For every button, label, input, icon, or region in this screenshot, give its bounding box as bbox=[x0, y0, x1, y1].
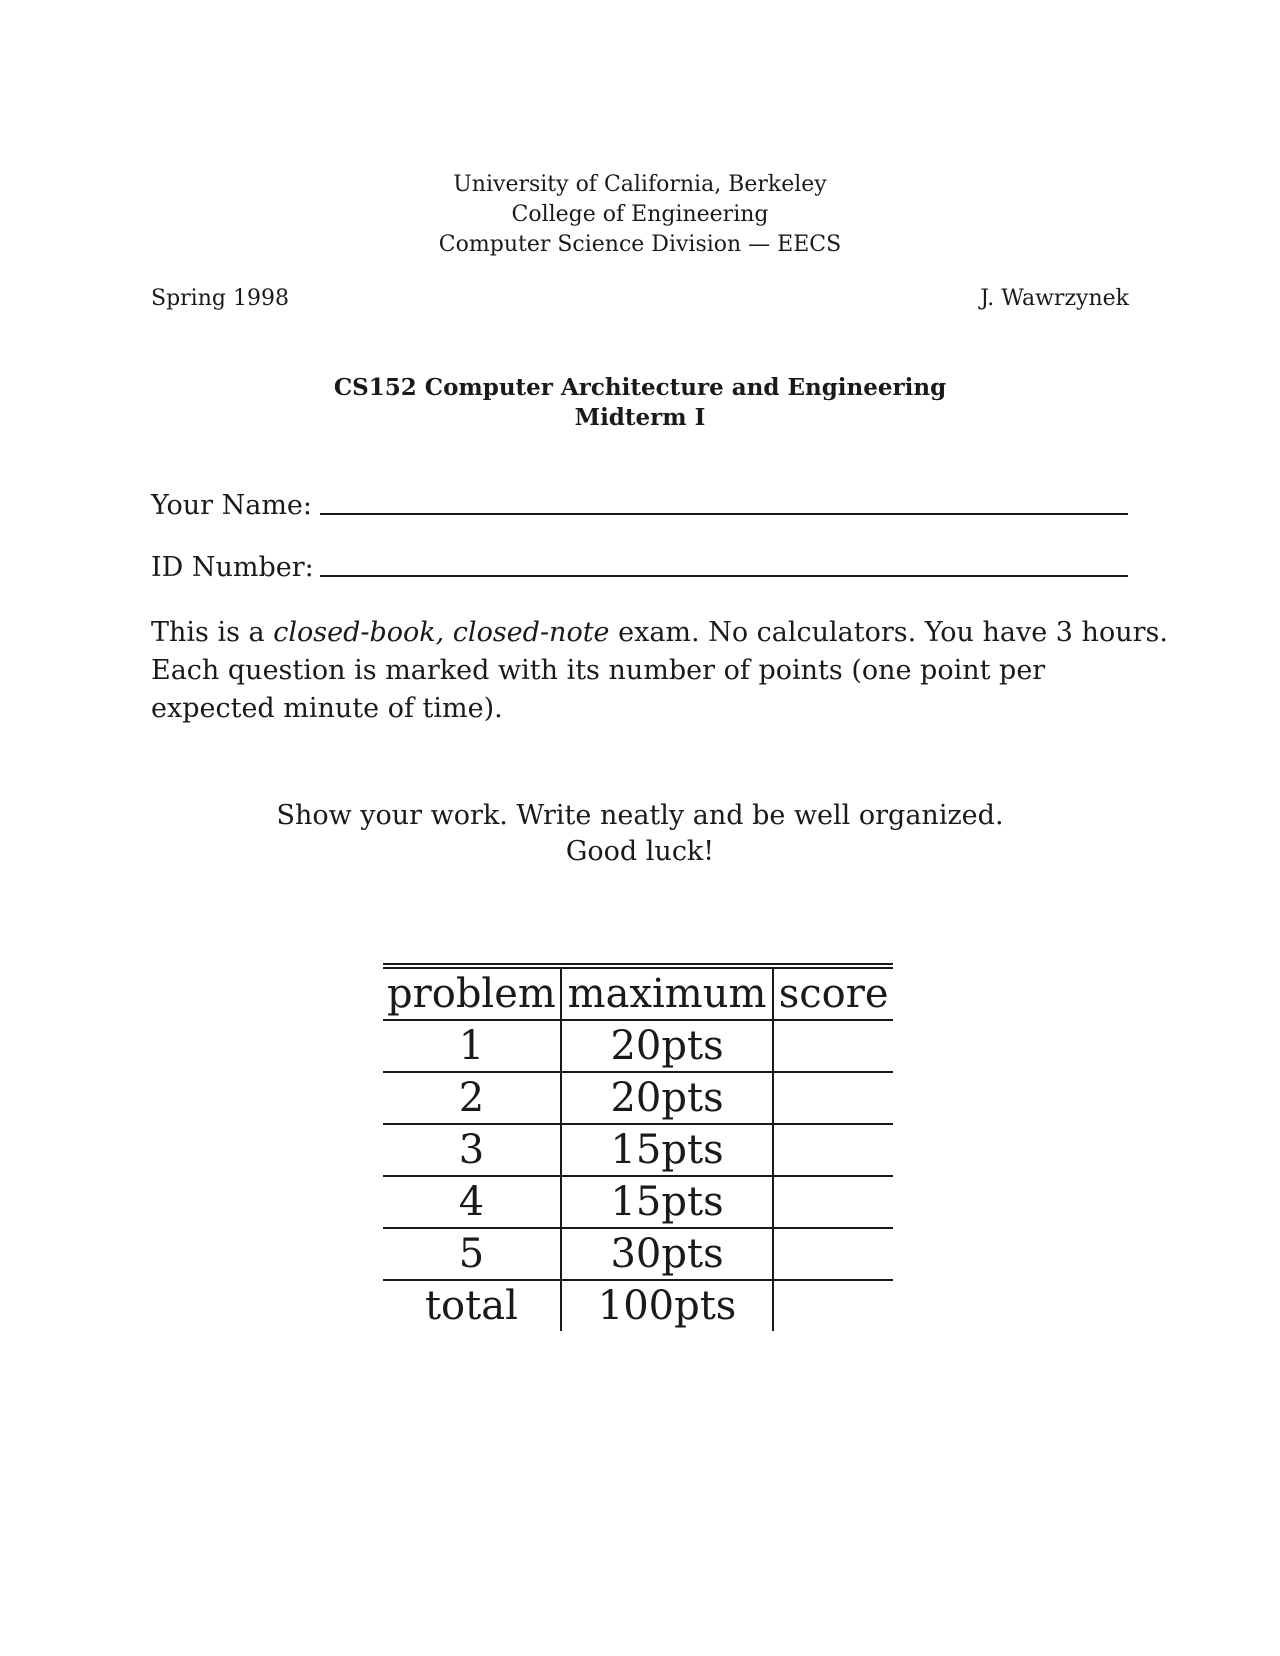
closing-line-1: Show your work. Write neatly and be well organized. bbox=[276, 800, 1004, 831]
exam-instructions bbox=[151, 614, 1168, 728]
instructions-line-1-end: exam. No calculators. You have 3 hours. bbox=[609, 617, 1168, 648]
college-name: College of Engineering bbox=[511, 202, 769, 227]
division-name: Computer Science Division — EECS bbox=[438, 232, 842, 257]
maximum-points: 15pts bbox=[561, 1124, 773, 1176]
score-cell[interactable] bbox=[773, 1020, 893, 1072]
score-table-header-row bbox=[383, 966, 893, 1020]
course-title: CS152 Computer Architecture and Engineering bbox=[333, 374, 947, 401]
total-score-cell[interactable] bbox=[773, 1280, 893, 1331]
maximum-points: 20pts bbox=[561, 1020, 773, 1072]
total-maximum-points: 100pts bbox=[561, 1280, 773, 1331]
closing-line-2: Good luck! bbox=[565, 836, 715, 867]
score-cell[interactable] bbox=[773, 1072, 893, 1124]
exam-title: Midterm I bbox=[574, 404, 706, 431]
score-cell[interactable] bbox=[773, 1228, 893, 1280]
maximum-points: 20pts bbox=[561, 1072, 773, 1124]
table-row bbox=[383, 1124, 893, 1176]
name-label: Your Name: bbox=[151, 490, 313, 521]
maximum-points: 15pts bbox=[561, 1176, 773, 1228]
maximum-points: 30pts bbox=[561, 1228, 773, 1280]
score-table bbox=[383, 963, 893, 1331]
table-row-total bbox=[383, 1280, 893, 1331]
score-cell[interactable] bbox=[773, 1176, 893, 1228]
instructions-line-1-start: This is a bbox=[151, 617, 274, 648]
table-row bbox=[383, 1020, 893, 1072]
table-row bbox=[383, 1072, 893, 1124]
problem-number: 5 bbox=[383, 1228, 561, 1280]
university-name: University of California, Berkeley bbox=[453, 172, 827, 197]
table-row bbox=[383, 1228, 893, 1280]
problem-number: 2 bbox=[383, 1072, 561, 1124]
header-problem: problem bbox=[383, 966, 561, 1020]
header-score: score bbox=[773, 966, 893, 1020]
problem-number: 3 bbox=[383, 1124, 561, 1176]
table-row bbox=[383, 1176, 893, 1228]
instructions-line-2: Each question is marked with its number of points (one point per bbox=[151, 655, 1046, 686]
instructions-line-3: expected minute of time). bbox=[151, 693, 503, 724]
instructions-line-1 bbox=[151, 614, 1168, 652]
score-cell[interactable] bbox=[773, 1124, 893, 1176]
term: Spring 1998 bbox=[151, 286, 289, 311]
problem-number: 4 bbox=[383, 1176, 561, 1228]
name-field[interactable] bbox=[320, 513, 1128, 515]
instructor: J. Wawrzynek bbox=[980, 286, 1129, 311]
id-label: ID Number: bbox=[151, 552, 314, 583]
header-maximum: maximum bbox=[561, 966, 773, 1020]
id-number-field[interactable] bbox=[320, 575, 1128, 577]
instructions-emphasis: closed-book, closed-note bbox=[273, 617, 610, 648]
total-label: total bbox=[424, 1283, 518, 1329]
problem-number: 1 bbox=[383, 1020, 561, 1072]
